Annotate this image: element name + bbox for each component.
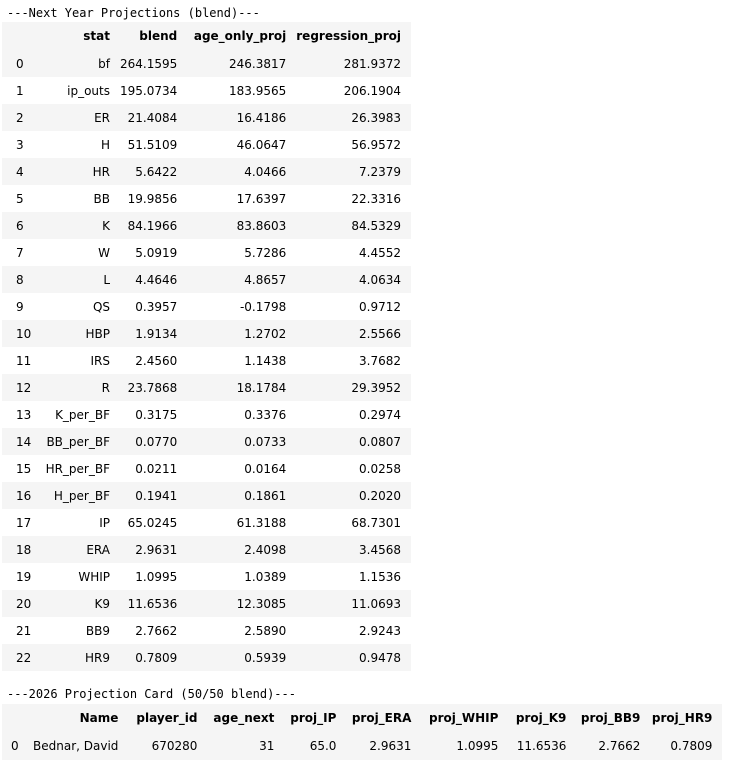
table-row [2, 212, 411, 239]
age-only-proj-cell: 46.0647 [236, 137, 287, 152]
row-index: 14 [16, 434, 32, 449]
row-index: 18 [16, 542, 32, 557]
regression-proj-cell: 2.5566 [359, 326, 402, 341]
blend-header: blend [139, 29, 178, 43]
regression-proj-cell: 7.2379 [359, 164, 402, 179]
row-index: 13 [16, 407, 32, 422]
regression-proj-cell: 68.7301 [351, 515, 402, 530]
proj-ip-header: proj_IP [290, 711, 337, 725]
regression-proj-cell: 22.3316 [351, 191, 402, 206]
age-only-proj-cell: 0.0164 [244, 461, 287, 476]
name-header: Name [79, 711, 119, 725]
row-index: 5 [16, 191, 24, 206]
row-index: 8 [16, 272, 24, 287]
blend-cell: 195.0734 [120, 83, 178, 98]
age-only-proj-cell: 83.8603 [236, 218, 287, 233]
stat-cell: K9 [94, 596, 110, 611]
table-header-row [2, 22, 411, 50]
age-only-proj-cell: 0.5939 [244, 650, 287, 665]
regression-proj-cell: 2.9243 [359, 623, 402, 638]
age-only-proj-cell: 18.1784 [236, 380, 287, 395]
age-next-cell: 31 [259, 739, 275, 753]
proj-k9-cell: 11.6536 [516, 739, 567, 753]
row-index: 2 [16, 110, 24, 125]
table-row [2, 185, 411, 212]
stat-cell: HR9 [85, 650, 110, 665]
age-only-proj-cell: 61.3188 [236, 515, 287, 530]
blend-cell: 19.9856 [127, 191, 178, 206]
proj-bb9-cell: 2.7662 [598, 739, 641, 753]
blend-cell: 0.3957 [135, 299, 178, 314]
row-index: 4 [16, 164, 24, 179]
regression-proj-cell: 206.1904 [343, 83, 402, 98]
age-only-proj-cell: 4.8657 [244, 272, 287, 287]
name-cell: Bednar, David [33, 739, 119, 753]
blend-cell: 2.9631 [135, 542, 178, 557]
regression-proj-cell: 0.9478 [359, 650, 402, 665]
regression-proj-cell: 3.4568 [359, 542, 402, 557]
stat-cell: L [103, 272, 110, 287]
regression-proj-cell: 0.0258 [359, 461, 402, 476]
stat-cell: R [101, 380, 110, 395]
age-only-proj-cell: 183.9565 [229, 83, 287, 98]
index-header [2, 22, 45, 50]
blend-cell: 21.4084 [127, 110, 178, 125]
stat-cell: HR [92, 164, 110, 179]
table-row [2, 644, 411, 671]
age-only-proj-cell: 0.0733 [244, 434, 287, 449]
age-only-proj-cell: 17.6397 [236, 191, 287, 206]
stat-cell: H_per_BF [53, 488, 110, 503]
blend-cell: 5.0919 [135, 245, 178, 260]
proj-hr9-header: proj_HR9 [651, 711, 713, 725]
regression-proj-cell: 0.2974 [359, 407, 402, 422]
blend-cell: 51.5109 [127, 137, 178, 152]
blend-cell: 2.7662 [135, 623, 178, 638]
table-row [2, 266, 411, 293]
regression-proj-cell: 84.5329 [351, 218, 402, 233]
regression-proj-cell: 4.0634 [359, 272, 402, 287]
blend-cell: 0.3175 [135, 407, 178, 422]
table-row [2, 617, 411, 644]
row-index: 1 [16, 83, 24, 98]
regression-proj-cell: 56.9572 [351, 137, 402, 152]
blend-cell: 4.4646 [135, 272, 178, 287]
stat-cell: HR_per_BF [45, 461, 110, 476]
blend-cell: 0.0770 [135, 434, 178, 449]
regression-proj-cell: 281.9372 [343, 56, 402, 71]
row-index: 21 [16, 623, 32, 638]
table-row [2, 77, 411, 104]
regression-proj-cell: 0.2020 [359, 488, 402, 503]
table-row [2, 428, 411, 455]
table-row [2, 131, 411, 158]
proj-whip-cell: 1.0995 [456, 739, 499, 753]
projections-table [2, 22, 411, 671]
age-only-proj-cell: 1.0389 [244, 569, 287, 584]
output-header-projections: ---Next Year Projections (blend)--- [7, 6, 260, 20]
regression-proj-cell: 0.0807 [359, 434, 402, 449]
row-index: 22 [16, 650, 32, 665]
table-row [2, 320, 411, 347]
proj-k9-header: proj_K9 [515, 711, 567, 725]
blend-cell: 0.1941 [135, 488, 178, 503]
blend-cell: 0.7809 [135, 650, 178, 665]
table-row [2, 482, 411, 509]
proj-era-header: proj_ERA [351, 711, 412, 725]
proj-ip-cell: 65.0 [309, 739, 337, 753]
blend-cell: 5.6422 [135, 164, 178, 179]
projection-card-table [2, 704, 722, 760]
regression-proj-header: regression_proj [296, 29, 402, 43]
stat-cell: H [100, 137, 110, 152]
stat-cell: HBP [85, 326, 110, 341]
proj-hr9-cell: 0.7809 [670, 739, 713, 753]
regression-proj-cell: 26.3983 [351, 110, 402, 125]
age-only-proj-cell: 1.1438 [244, 353, 287, 368]
table-header-row [2, 704, 722, 732]
table-row [2, 536, 411, 563]
blend-cell: 1.0995 [135, 569, 178, 584]
table-row [2, 104, 411, 131]
row-index: 16 [16, 488, 32, 503]
row-index: 10 [16, 326, 32, 341]
row-index: 17 [16, 515, 32, 530]
row-index: 11 [16, 353, 32, 368]
row-index: 12 [16, 380, 32, 395]
age-only-proj-cell: 1.2702 [244, 326, 287, 341]
player-id-cell: 670280 [151, 739, 198, 753]
table-row [2, 239, 411, 266]
proj-whip-header: proj_WHIP [429, 711, 499, 725]
stat-cell: K [102, 218, 110, 233]
stat-cell: BB_per_BF [46, 434, 110, 449]
regression-proj-cell: 4.4552 [359, 245, 402, 260]
blend-cell: 0.0211 [135, 461, 178, 476]
age-next-header: age_next [213, 711, 275, 725]
blend-cell: 264.1595 [120, 56, 178, 71]
table-row [2, 563, 411, 590]
regression-proj-cell: 29.3952 [351, 380, 402, 395]
age-only-proj-cell: 0.3376 [244, 407, 287, 422]
table-row [2, 50, 411, 77]
stat-cell: ERA [86, 542, 110, 557]
table-row [2, 732, 722, 760]
age-only-proj-cell: 0.1861 [244, 488, 287, 503]
table-row [2, 509, 411, 536]
blend-cell: 2.4560 [135, 353, 178, 368]
player-id-header: player_id [136, 711, 198, 725]
row-index: 9 [16, 299, 24, 314]
age-only-proj-header: age_only_proj [193, 29, 287, 43]
blend-cell: 84.1966 [127, 218, 178, 233]
regression-proj-cell: 1.1536 [359, 569, 402, 584]
stat-header: stat [83, 29, 110, 43]
stat-cell: bf [98, 56, 110, 71]
row-index: 0 [16, 56, 24, 71]
stat-cell: BB [93, 191, 110, 206]
age-only-proj-cell: 2.5890 [244, 623, 287, 638]
stat-cell: IRS [90, 353, 110, 368]
blend-cell: 1.9134 [135, 326, 178, 341]
age-only-proj-cell: 2.4098 [244, 542, 287, 557]
row-index: 19 [16, 569, 32, 584]
age-only-proj-cell: 5.7286 [244, 245, 287, 260]
age-only-proj-cell: 12.3085 [236, 596, 287, 611]
row-index: 15 [16, 461, 32, 476]
table-row [2, 401, 411, 428]
output-header-card: ---2026 Projection Card (50/50 blend)--- [7, 687, 296, 701]
table-row [2, 347, 411, 374]
proj-bb9-header: proj_BB9 [580, 711, 641, 725]
stat-cell: W [98, 245, 110, 260]
stat-cell: WHIP [78, 569, 110, 584]
row-index: 6 [16, 218, 24, 233]
stat-cell: IP [99, 515, 110, 530]
regression-proj-cell: 3.7682 [359, 353, 402, 368]
table-row [2, 455, 411, 482]
age-only-proj-cell: 4.0466 [244, 164, 287, 179]
stat-cell: BB9 [85, 623, 110, 638]
stat-cell: ER [94, 110, 110, 125]
row-index: 20 [16, 596, 32, 611]
regression-proj-cell: 11.0693 [351, 596, 402, 611]
age-only-proj-cell: 16.4186 [236, 110, 287, 125]
table-row [2, 158, 411, 185]
table-row [2, 293, 411, 320]
row-index: 7 [16, 245, 24, 260]
proj-era-cell: 2.9631 [369, 739, 412, 753]
blend-cell: 23.7868 [127, 380, 178, 395]
blend-cell: 65.0245 [127, 515, 178, 530]
row-index: 0 [11, 739, 19, 753]
age-only-proj-cell: 246.3817 [229, 56, 287, 71]
index-header [2, 704, 33, 732]
row-index: 3 [16, 137, 24, 152]
stat-cell: K_per_BF [55, 407, 110, 422]
stat-cell: ip_outs [67, 83, 110, 98]
table-row [2, 374, 411, 401]
table-row [2, 590, 411, 617]
regression-proj-cell: 0.9712 [359, 299, 402, 314]
age-only-proj-cell: -0.1798 [239, 299, 287, 314]
stat-cell: QS [92, 299, 110, 314]
blend-cell: 11.6536 [127, 596, 178, 611]
